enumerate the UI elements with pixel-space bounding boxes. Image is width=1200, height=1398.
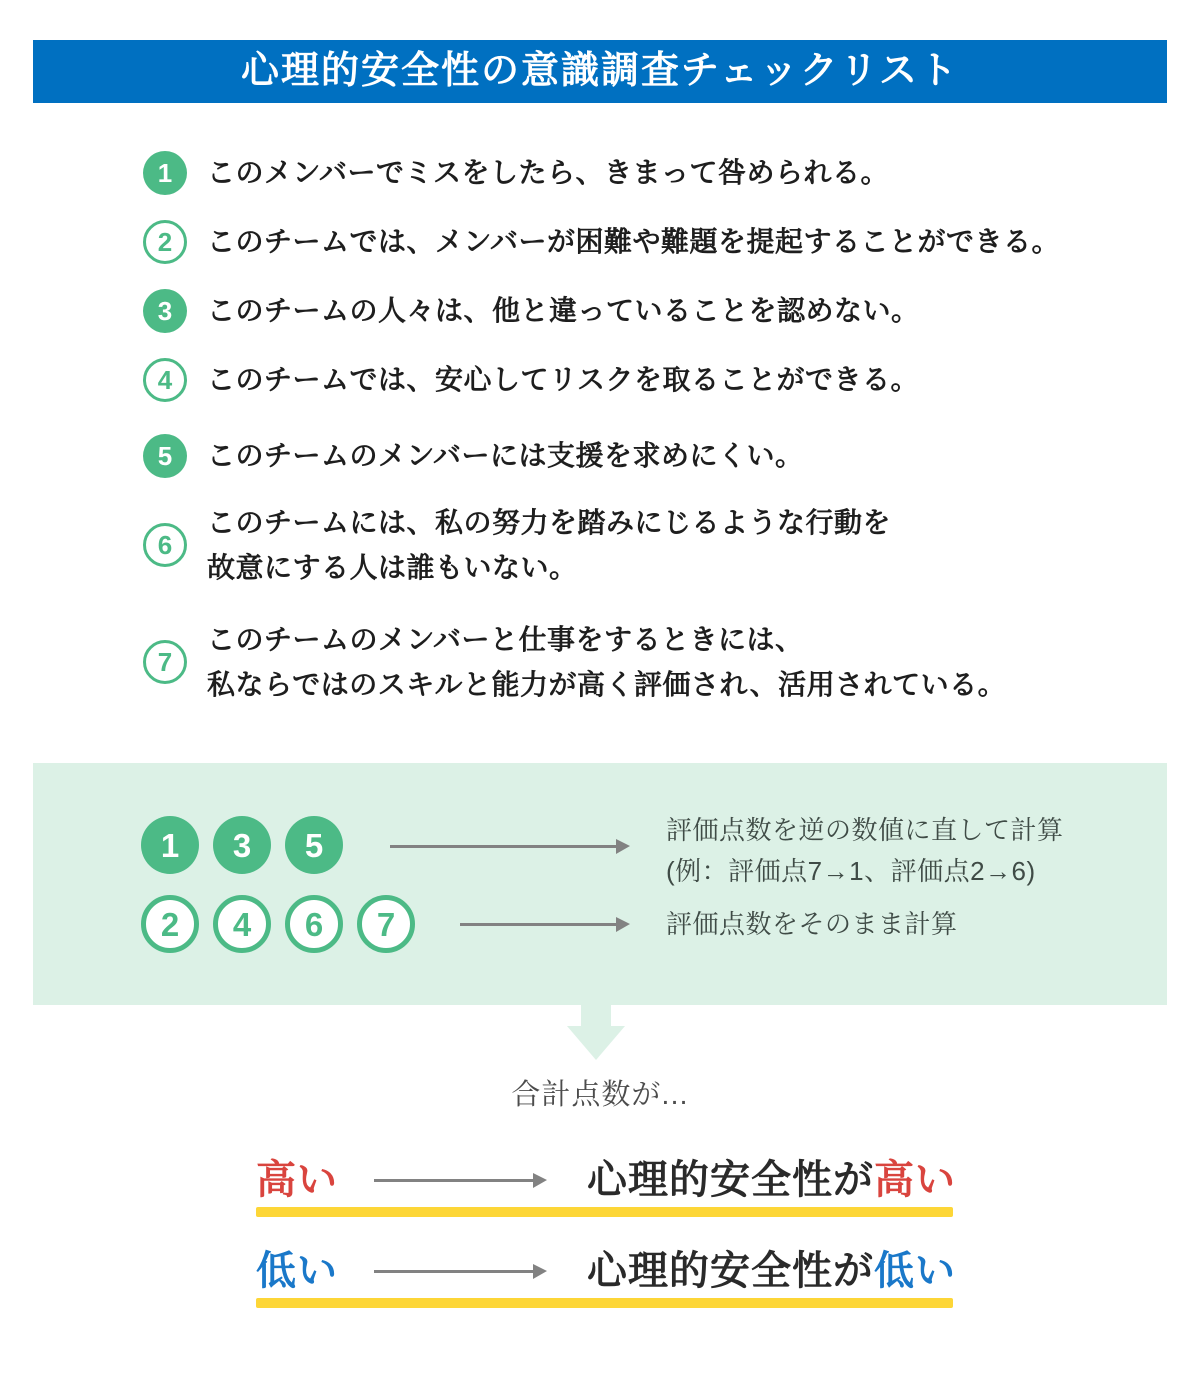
result-row-low: [0, 1246, 1200, 1296]
checklist-item-3-text: [207, 288, 920, 333]
badge-5: 5: [285, 816, 343, 874]
text-line: このメンバーでミスをしたら、きまって咎められる。: [207, 157, 890, 188]
checklist-item-6-text: [207, 500, 891, 590]
item-4-number-badge: 4: [143, 358, 187, 402]
badge-6: 6: [285, 895, 343, 953]
page-title: 心理的安全性の意識調査チェックリスト: [240, 50, 960, 92]
reverse-items-badges: [141, 816, 343, 874]
text-line: このチームでは、安心してリスクを取ることができる。: [207, 364, 919, 395]
checklist-item-4-text: [207, 357, 919, 402]
direct-score-label: [666, 904, 958, 945]
text-line: このチームのメンバーと仕事をするときには、: [207, 624, 804, 655]
text-line: 評価点数をそのまま計算: [666, 909, 958, 939]
header-bar: [33, 40, 1167, 103]
checklist-item-5: [143, 433, 804, 478]
text-line: このチームには、私の努力を踏みにじるような行動を: [207, 507, 892, 538]
badge-1: 1: [141, 816, 199, 874]
sentence-prefix: 心理的安全性が: [587, 1249, 874, 1293]
text-line: 私ならではのスキルと能力が高く評価され、活用されている。: [207, 669, 1007, 700]
arrow-right-icon: [390, 845, 617, 848]
text-line: このチームでは、メンバーが困難や難題を提起することができる。: [207, 226, 1061, 257]
badge-7: 7: [357, 895, 415, 953]
text-line: (例：評価点7→1、評価点2→6): [666, 856, 1036, 886]
item-5-number-badge: 5: [143, 434, 187, 478]
item-7-number-badge: 7: [143, 640, 187, 684]
total-score-label: 合計点数が...: [511, 1079, 689, 1111]
checklist-item-1-text: [207, 150, 889, 195]
reverse-score-label: [666, 810, 1064, 892]
item-6-number-badge: 6: [143, 523, 187, 567]
text-line: このチームのメンバーには支援を求めにくい。: [207, 440, 804, 471]
checklist-item-6: [143, 500, 891, 590]
checklist-item-4: [143, 357, 919, 402]
checklist-item-7: [143, 617, 1006, 707]
result-row-high: [0, 1155, 1200, 1205]
item-3-number-badge: 3: [143, 289, 187, 333]
high-keyword: 高い: [256, 1158, 338, 1202]
badge-3: 3: [213, 816, 271, 874]
badge-4: 4: [213, 895, 271, 953]
sentence-keyword-high: 高い: [874, 1158, 956, 1202]
item-2-number-badge: 2: [143, 220, 187, 264]
result-sentence-low: [587, 1246, 956, 1296]
checklist-item-5-text: [207, 433, 804, 478]
checklist-item-7-text: [207, 617, 1006, 707]
checklist-item-3: [143, 288, 920, 333]
sentence-keyword-low: 低い: [874, 1249, 956, 1293]
badge-2: 2: [141, 895, 199, 953]
yellow-underline-high: [256, 1207, 953, 1217]
text-line: 故意にする人は誰もいない。: [207, 552, 578, 583]
checklist-item-2-text: [207, 219, 1060, 264]
yellow-underline-low: [256, 1298, 953, 1308]
item-1-number-badge: 1: [143, 151, 187, 195]
down-arrow-icon: [567, 1026, 625, 1060]
text-line: このチームの人々は、他と違っていることを認めない。: [207, 295, 920, 326]
result-sentence-high: [587, 1155, 956, 1205]
scoring-band: [33, 763, 1167, 1005]
arrow-right-icon: [460, 923, 617, 926]
low-keyword: 低い: [256, 1249, 338, 1293]
arrow-right-icon: [374, 1179, 534, 1182]
checklist-item-1: [143, 150, 889, 195]
sentence-prefix: 心理的安全性が: [587, 1158, 874, 1202]
down-arrow-icon: [581, 1003, 611, 1026]
checklist-item-2: [143, 219, 1060, 264]
direct-items-badges: [141, 895, 415, 953]
arrow-right-icon: [374, 1270, 534, 1273]
text-line: 評価点数を逆の数値に直して計算: [666, 815, 1064, 845]
